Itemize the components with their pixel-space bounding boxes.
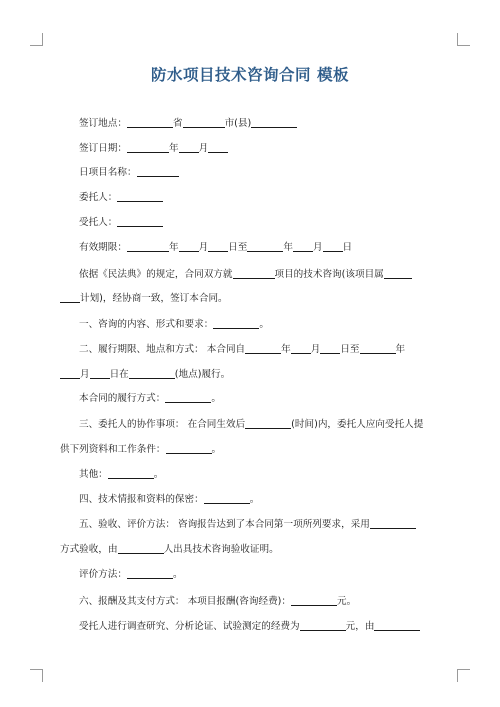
crop-mark-top-right (457, 33, 470, 46)
document-title: 防水项目技术咨询合同 模板 (151, 66, 349, 84)
blank-field[interactable] (137, 166, 179, 177)
blank-field[interactable] (127, 568, 173, 579)
contractor-line: 受托人： (79, 216, 442, 229)
clause-5-line: 五、验收、评价方法： 咨询报告达到了本合同第一项所列要求，采用 (79, 518, 442, 531)
blank-field[interactable] (251, 117, 297, 128)
blank-field[interactable] (291, 343, 311, 354)
blank-field[interactable] (233, 268, 275, 279)
blank-field[interactable] (179, 241, 199, 252)
blank-field[interactable] (247, 241, 283, 252)
clause-4-line: 四、技术情报和资料的保密： 。 (79, 494, 260, 505)
clause-3-line: 三、委托人的协作事项： 在合同生效后 (时间)内，委托人应向受托人提 (79, 419, 424, 430)
blank-field[interactable] (293, 241, 313, 252)
client-line: 委托人： (79, 191, 442, 204)
clause-1-line: 一、咨询的内容、形式和要求： 。 (79, 319, 269, 330)
blank-field[interactable] (165, 392, 211, 403)
blank-field[interactable] (183, 117, 225, 128)
blank-field[interactable] (127, 241, 169, 252)
validity-line: 有效期限： 年 月 日至 年 月 日 (79, 242, 353, 253)
blank-field[interactable] (108, 468, 154, 479)
blank-field[interactable] (179, 142, 199, 153)
blank-field[interactable] (90, 368, 110, 379)
blank-field[interactable] (127, 117, 173, 128)
research-fee-line: 受托人进行调查研究、分析论证、试验测定的经费为 元，由 (79, 620, 442, 633)
blank-field[interactable] (245, 343, 281, 354)
signing-date-line: 签订日期： 年 月 (79, 142, 442, 155)
legal-basis-line: 依据《民法典》的规定，合同双方就 项目的技术咨询(该项目属 (79, 268, 442, 281)
clause-6-line: 六、报酬及其支付方式： 本项目报酬(咨询经费)： 元。 (79, 596, 357, 607)
clause-2-line-cont: 月 日在 (地点)履行。 (60, 368, 442, 381)
blank-field[interactable] (118, 543, 164, 554)
blank-field[interactable] (360, 343, 396, 354)
signing-place-line: 签订地点： 省 市(县) (79, 117, 442, 130)
blank-field[interactable] (370, 518, 416, 529)
blank-field[interactable] (127, 142, 169, 153)
performance-method-line: 本合同的履行方式： 。 (79, 393, 221, 404)
blank-field[interactable] (129, 368, 175, 379)
evaluation-method-line: 评价方法： 。 (79, 569, 183, 580)
blank-field[interactable] (320, 343, 340, 354)
other-line: 其他： 。 (79, 469, 164, 480)
blank-field[interactable] (208, 241, 228, 252)
blank-field[interactable] (60, 292, 80, 303)
blank-field[interactable] (245, 418, 291, 429)
blank-field[interactable] (384, 268, 412, 279)
blank-field[interactable] (291, 595, 337, 606)
crop-mark-top-left (30, 33, 43, 46)
blank-field[interactable] (374, 620, 420, 631)
blank-field[interactable] (166, 443, 212, 454)
blank-field[interactable] (117, 191, 163, 202)
project-name-line: 日项目名称： (79, 166, 442, 179)
clause-5-line-cont: 方式验收，由 人出具技术咨询验收证明。 (60, 544, 279, 555)
blank-field[interactable] (213, 318, 259, 329)
blank-field[interactable] (117, 216, 163, 227)
crop-mark-bottom-right (457, 669, 470, 682)
blank-field[interactable] (208, 142, 228, 153)
legal-basis-line-cont: 计划)，经协商一致，签订本合同。 (60, 292, 442, 305)
clause-3-line-cont: 供下列资料和工作条件： 。 (60, 444, 222, 455)
crop-mark-bottom-left (30, 669, 43, 682)
blank-field[interactable] (204, 493, 250, 504)
blank-field[interactable] (60, 368, 80, 379)
clause-2-line: 二、履行期限、地点和方式： 本合同自 年 月 日至 年 (79, 344, 406, 355)
blank-field[interactable] (323, 241, 343, 252)
blank-field[interactable] (300, 620, 346, 631)
